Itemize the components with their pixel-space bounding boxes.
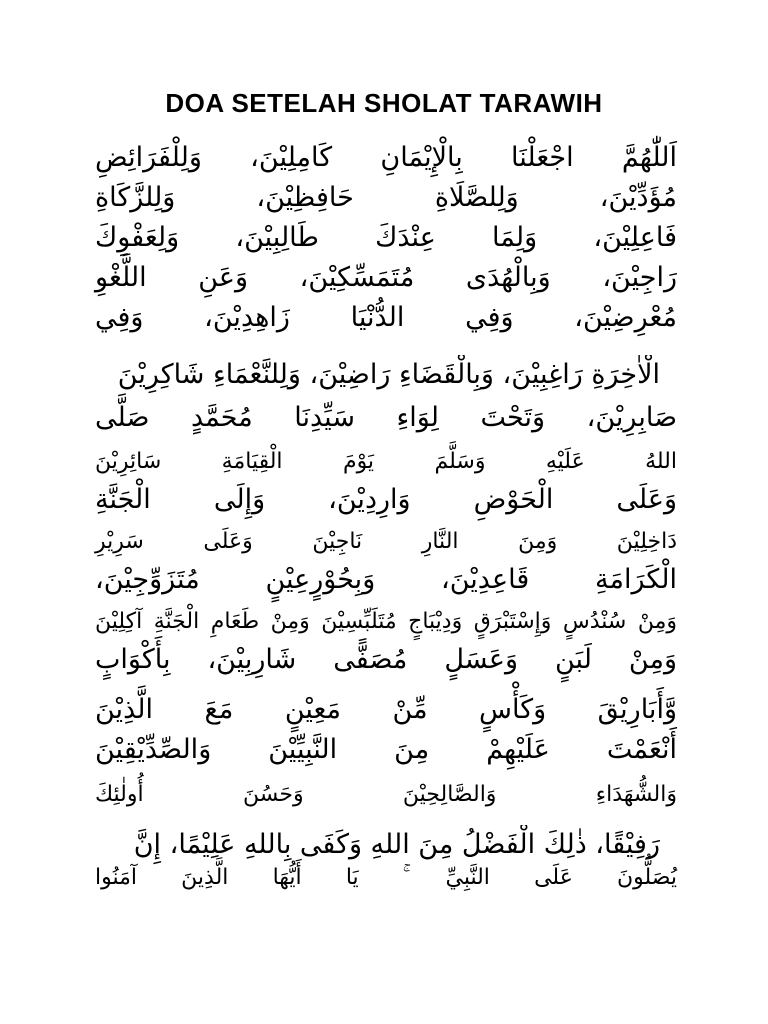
prayer-line: اللهُ عَلَيْهِ وَسَلَّمَ يَوْمَ الْقِيَامَةِ سَائِرِيْنَ — [95, 449, 677, 474]
prayer-line: يُصَلُّونَ عَلَى النَّبِيِّ ۚ يَا أَيُّهَا الَّذِينَ آمَنُوا — [95, 865, 677, 890]
prayer-line: الْاٰخِرَةِ رَاغِبِيْنَ، وَبِالْقَضَاءِ رَاضِيْنَ، وَلِلنَّعْمَاءِ شَاكِرِيْنَ — [117, 359, 660, 390]
prayer-line: وَعَلَى الْحَوْضِ وَارِدِيْنَ، وَإِلَى الْجَنَّةِ — [95, 484, 677, 515]
prayer-line: فَاعِلِيْنَ، وَلِمَا عِنْدَكَ طَالِبِيْنَ، وَلِعَفْوِكَ — [95, 222, 677, 253]
prayer-line: وَمِنْ لَبَنٍ وَعَسَلٍ مُصَفًّى شَارِبِيْنَ، بِأَكْوَابٍ — [95, 644, 677, 675]
prayer-line: أَنْعَمْتَ عَلَيْهِمْ مِنَ النَّبِيِّيْنَ وَالصِّدِّيْقِيْنَ — [95, 734, 677, 765]
prayer-line: رَفِيْقًا، ذٰلِكَ الْفَضْلُ مِنَ اللهِ وَكَفَى بِاللهِ عَلِيْمًا، إِنَّ — [133, 829, 660, 860]
prayer-line: دَاخِلِيْنَ وَمِنَ النَّارِ نَاجِيْنَ وَعَلَى سَرِيْرِ — [95, 529, 677, 554]
page-title: DOA SETELAH SHOLAT TARAWIH — [165, 88, 603, 118]
prayer-line: وَالشُّهَدَاءِ وَالصَّالِحِيْنَ وَحَسُنَ أُولٰئِكَ — [95, 782, 677, 807]
prayer-line: وَمِنْ سُنْدُسٍ وَإِسْتَبْرَقٍ وَدِيْبَاجٍ مُتَلَبِّسِيْنَ وَمِنْ طَعَامِ الْجَنَّةِ آكِلِيْنَ — [95, 609, 677, 634]
prayer-line: اَللّٰهُمَّ اجْعَلْنَا بِالْإِيْمَانِ كَامِلِيْنَ، وَلِلْفَرَائِضِ — [95, 142, 677, 173]
prayer-line: وَّأَبَارِيْقَ وَكَأْسٍ مِّنْ مَعِيْنٍ مَعَ الَّذِيْنَ — [95, 694, 677, 725]
prayer-line: الْكَرَامَةِ قَاعِدِيْنَ، وَبِحُوْرٍعِيْنٍ مُتَزَوِّجِيْنَ، — [95, 564, 677, 595]
prayer-line: صَابِرِيْنَ، وَتَحْتَ لِوَاءِ سَيِّدِنَا مُحَمَّدٍ صَلَّى — [95, 402, 677, 433]
prayer-line: مُعْرِضِيْنَ، وَفِي الدُّنْيَا زَاهِدِيْنَ، وَفِي — [95, 302, 677, 333]
prayer-line: مُؤَدِّيْنَ، وَلِلصَّلَاةِ حَافِظِيْنَ، وَلِلزَّكَاةِ — [95, 182, 677, 213]
prayer-line: رَاجِيْنَ، وَبِالْهُدَى مُتَمَسِّكِيْنَ، وَعَنِ اللَّغْوِ — [95, 262, 677, 293]
